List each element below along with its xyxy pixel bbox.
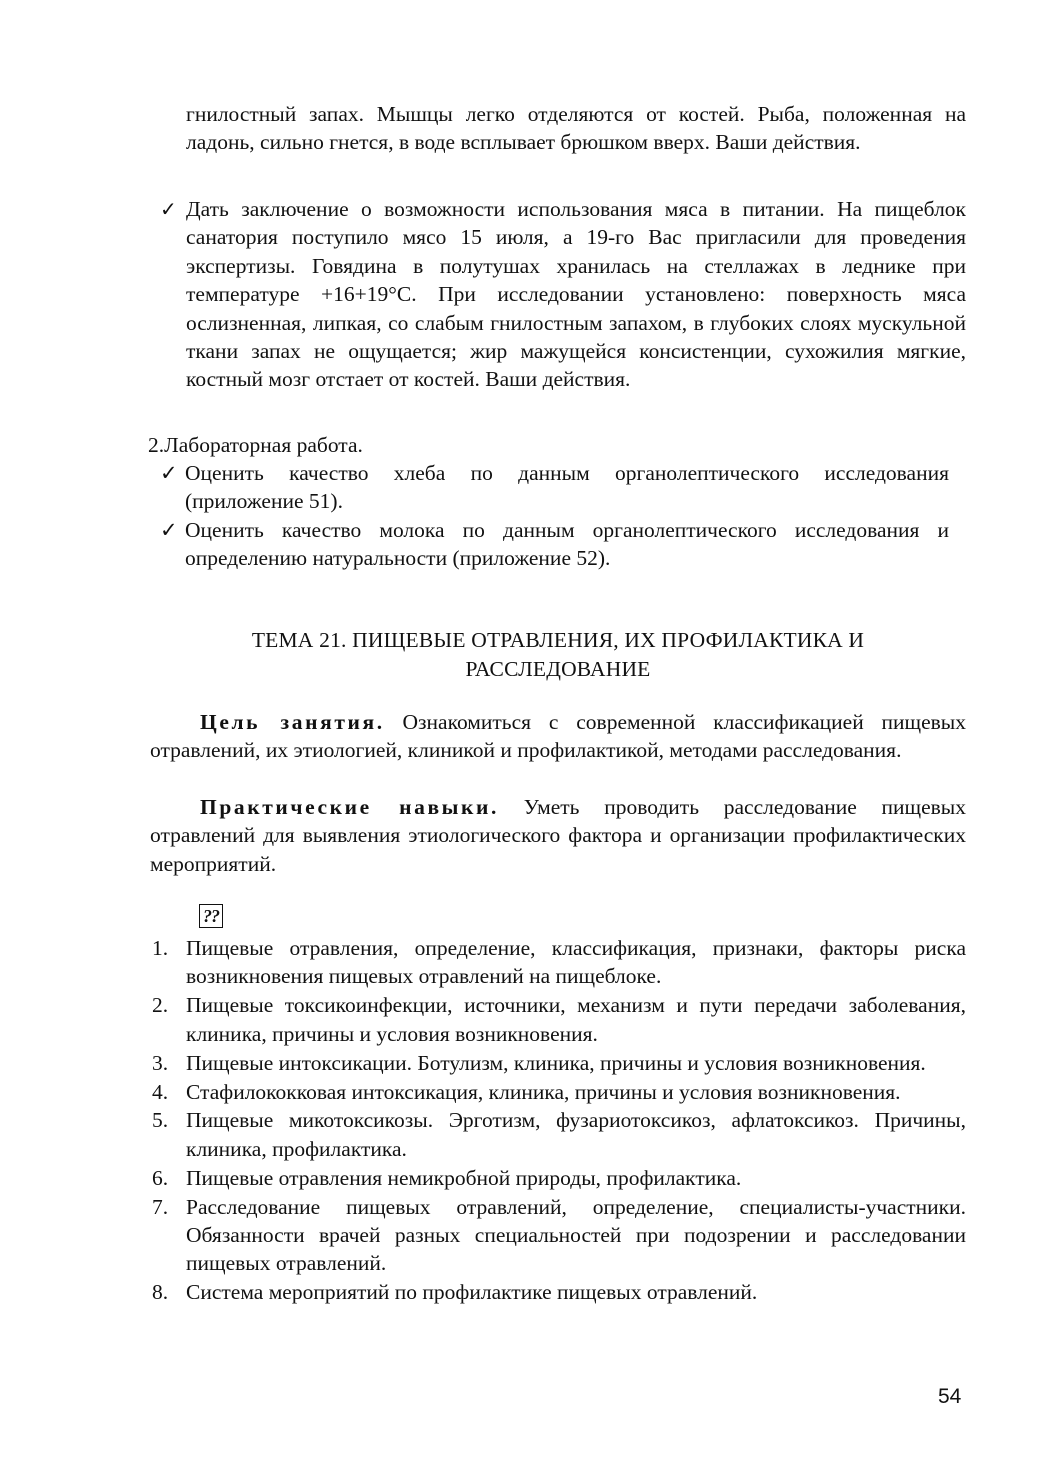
list-item-number: 1.: [152, 936, 169, 960]
list-item-text: Расследование пищевых отравлений, определение, специалисты-участники. Обязанности врачей разных специальностей при подозрении и расследовании пищевых отравлений.: [186, 1194, 966, 1276]
list-item-number: 4.: [152, 1079, 169, 1104]
lab-heading: 2.Лабораторная работа.: [148, 433, 363, 457]
continuation-paragraph: гнилостный запах. Мышцы легко отделяются от костей. Рыба, положенная на ладонь, сильно гнется, в воде всплывает брюшком вверх. Ваши действия.: [186, 102, 966, 155]
task-item-text: Дать заключение о возможности использования мяса в питании. На пищеблок санатория поступило мясо 15 июля, а 19-го Вас пригласили для проведения экспертизы. Говядина в полутушах хранилась на стеллажах в леднике при температуре +16+19°С. При исследовании установлено: поверхность мяса ослизненная, липкая, со слабым гнилостным запахом, в глубоких слоях мускульной ткани запах не ощущается; жир мажущейся консистенции, сухожилия мягкие, костный мозг отстает от костей. Ваши действия.: [186, 197, 966, 392]
lab-item: [160, 459, 949, 516]
topic-title-line: ТЕМА 21. ПИЩЕВЫЕ ОТРАВЛЕНИЯ, ИХ ПРОФИЛАКТИКА И: [251, 628, 865, 652]
list-item-text: Пищевые микотоксикозы. Эрготизм, фузариотоксикоз, афлатоксикоз. Причины, клиника, профилактика.: [186, 1108, 966, 1161]
questions-mark-icon: ??: [199, 904, 223, 928]
list-item: [150, 934, 966, 991]
checkmark-icon: ✓: [160, 518, 178, 542]
list-item: [150, 1049, 966, 1077]
list-item-number: 7.: [152, 1194, 169, 1219]
checkmark-icon: ✓: [160, 461, 178, 485]
list-item: [150, 991, 966, 1048]
checkmark-icon: ✓: [160, 197, 177, 221]
list-item-text: Пищевые интоксикации. Ботулизм, клиника, причины и условия возникновения.: [186, 1050, 926, 1075]
list-item-number: 3.: [152, 1050, 169, 1075]
task-item: [160, 195, 966, 394]
list-item: [150, 1193, 966, 1278]
questions-list: [150, 934, 966, 1307]
list-item-number: 2.: [152, 993, 169, 1018]
list-item-text: Пищевые токсикоинфекции, источники, механизм и пути передачи заболевания, клиника, причины и условия возникновения.: [186, 993, 966, 1046]
topic-title: [150, 626, 966, 684]
list-item: [150, 1106, 966, 1163]
page-number: 54: [938, 1385, 962, 1408]
skills-label: Практические навыки.: [200, 795, 500, 819]
list-item-text: Стафилококковая интоксикация, клиника, причины и условия возникновения.: [186, 1079, 901, 1104]
goal-label: Цель занятия.: [200, 710, 385, 734]
list-item-number: 8.: [152, 1280, 169, 1305]
lab-item-text: Оценить качество молока по данным органолептического исследования и определению натуральности (приложение 52).: [185, 518, 949, 571]
list-item: [150, 1078, 966, 1106]
list-item-text: Пищевые отравления немикробной природы, профилактика.: [186, 1165, 742, 1190]
lab-item-text: Оценить качество хлеба по данным органолептического исследования (приложение 51).: [185, 461, 949, 514]
skills-text: Уметь проводить расследование пищевых отравлений для выявления этиологического фактора и организации профилактических мероприятий.: [150, 795, 966, 876]
lab-item: [160, 516, 949, 573]
list-item: [150, 1164, 966, 1192]
list-item: [150, 1278, 966, 1306]
goal-text: Ознакомиться с современной классификацией пищевых отравлений, их этиологией, клиникой и профилактикой, методами расследования.: [150, 710, 966, 763]
list-item-text: Пищевые отравления, определение, классификация, признаки, факторы риска возникновения пищевых отравлений на пищеблоке.: [186, 936, 966, 989]
list-item-text: Система мероприятий по профилактике пищевых отравлений.: [186, 1280, 758, 1305]
list-item-number: 6.: [152, 1165, 169, 1190]
list-item-number: 5.: [152, 1108, 169, 1133]
skills-paragraph: [150, 793, 966, 878]
topic-title-line: РАССЛЕДОВАНИЕ: [465, 657, 651, 681]
goal-paragraph: [150, 708, 966, 765]
